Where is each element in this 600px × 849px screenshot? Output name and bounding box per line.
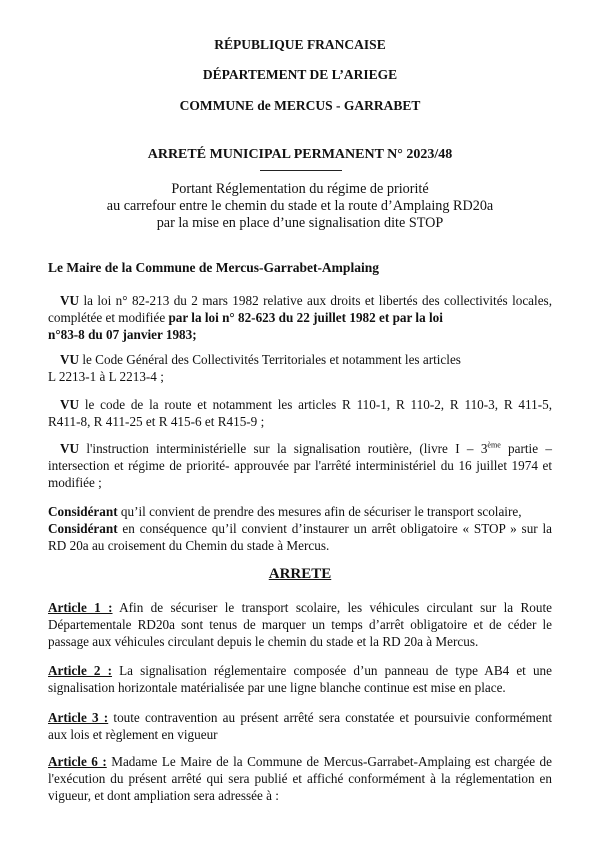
considerant-paragraph [48,503,552,554]
vu1-line-1: la loi n° 82-213 du 2 mars 1982 relative aux droits et libertés des collectivités locales, [79,293,552,308]
article-2 [48,662,552,696]
article-1-line-2: Départementale RD20a sont tenus de marquer un temps d’arrêt obligatoire et de céder le [48,617,552,632]
article-1 [48,599,552,650]
vu1-line-2a: complétée et modifiée [48,310,169,325]
header-commune: COMMUNE de MERCUS - GARRABET [179,98,421,113]
vu-lead: VU [60,397,80,412]
vu2-line-2: L 2213-1 à L 2213-4 ; [48,369,164,384]
article-6 [48,753,552,804]
document-subtitle [60,181,540,232]
vu4-line-1a: l'instruction interministérielle sur la signalisation routière, (livre I – 3 [79,441,488,456]
mayor-heading: Le Maire de la Commune de Mercus-Garrabet-Amplaing [48,260,379,275]
arrete-heading: ARRETE [268,566,332,582]
article-6-line-3: vigueur, et dont ampliation sera adressée à : [48,788,279,803]
vu-paragraph-1 [48,292,552,343]
article-label: Article 2 : [48,663,113,678]
header-republic: RÉPUBLIQUE FRANCAISE [214,37,386,52]
vu-paragraph-4 [48,440,552,491]
considerant-lead: Considérant [48,521,118,536]
vu-lead: VU [60,352,80,367]
article-label: Article 1 : [48,600,113,615]
article-2-line-2: signalisation horizontale matérialisée par une ligne blanche continue est mise en place. [48,680,506,695]
subtitle-line-2: au carrefour entre le chemin du stade et la route d’Amplaing RD20a [106,198,494,214]
article-3-line-2: aux lois et règlement en vigueur [48,727,218,742]
article-1-line-3: passage aux véhicules circulant depuis le chemin du stade et la RD 20a à Mercus. [48,634,479,649]
vu-paragraph-2 [48,351,552,385]
article-label: Article 3 : [48,710,109,725]
article-1-line-1: Afin de sécuriser le transport scolaire, les véhicules circulant sur la Route [112,600,552,615]
vu4-line-1b: partie – [500,441,552,456]
vu4-superscript: ème [487,440,501,450]
article-6-line-1: Madame Le Maire de la Commune de Mercus-Garrabet-Amplaing est chargée de [106,754,552,769]
vu-lead: VU [60,441,80,456]
vu1-line-2b: par la loi n° 82-623 du 22 juillet 1982 et par la loi [168,310,443,325]
title-divider [260,170,342,171]
header-department: DÉPARTEMENT DE L’ARIEGE [202,67,398,82]
vu4-line-2: intersection et régime de priorité- approuvée par l'arrêté interministériel du 16 juillet 1974 et [48,458,552,473]
vu4-line-3: modifiée ; [48,475,102,490]
article-label: Article 6 : [48,754,107,769]
vu2-line-1: le Code Général des Collectivités Territoriales et notamment les articles [79,352,461,367]
article-6-line-2: l'exécution du présent arrêté qui sera publié et affiché conformément à la réglementation en [48,771,552,786]
subtitle-line-1: Portant Réglementation du régime de priorité [171,181,429,197]
vu3-line-2: R411-8, R 411-25 et R 415-6 et R415-9 ; [48,414,265,429]
considerant-line-1: qu’il convient de prendre des mesures afin de sécuriser le transport scolaire, [117,504,522,519]
document-title: ARRETÉ MUNICIPAL PERMANENT N° 2023/48 [147,147,453,162]
article-3-line-1: toute contravention au présent arrêté sera constatée et poursuivie conformément [108,710,552,725]
subtitle-line-3: par la mise en place d’une signalisation dite STOP [156,215,444,231]
article-2-line-1: La signalisation réglementaire composée d’un panneau de type AB4 et une [112,663,552,678]
considerant-line-3: RD 20a au croisement du Chemin du stade à Mercus. [48,538,330,553]
vu1-line-3: n°83-8 du 07 janvier 1983; [48,327,197,342]
article-3 [48,709,552,743]
considerant-line-2: en conséquence qu’il convient d’instaurer un arrêt obligatoire « STOP » sur la [117,521,552,536]
vu-paragraph-3 [48,396,552,430]
considerant-lead: Considérant [48,504,118,519]
vu-lead: VU [60,293,80,308]
vu3-line-1: le code de la route et notamment les articles R 110-1, R 110-2, R 110-3, R 411-5, [79,397,552,412]
